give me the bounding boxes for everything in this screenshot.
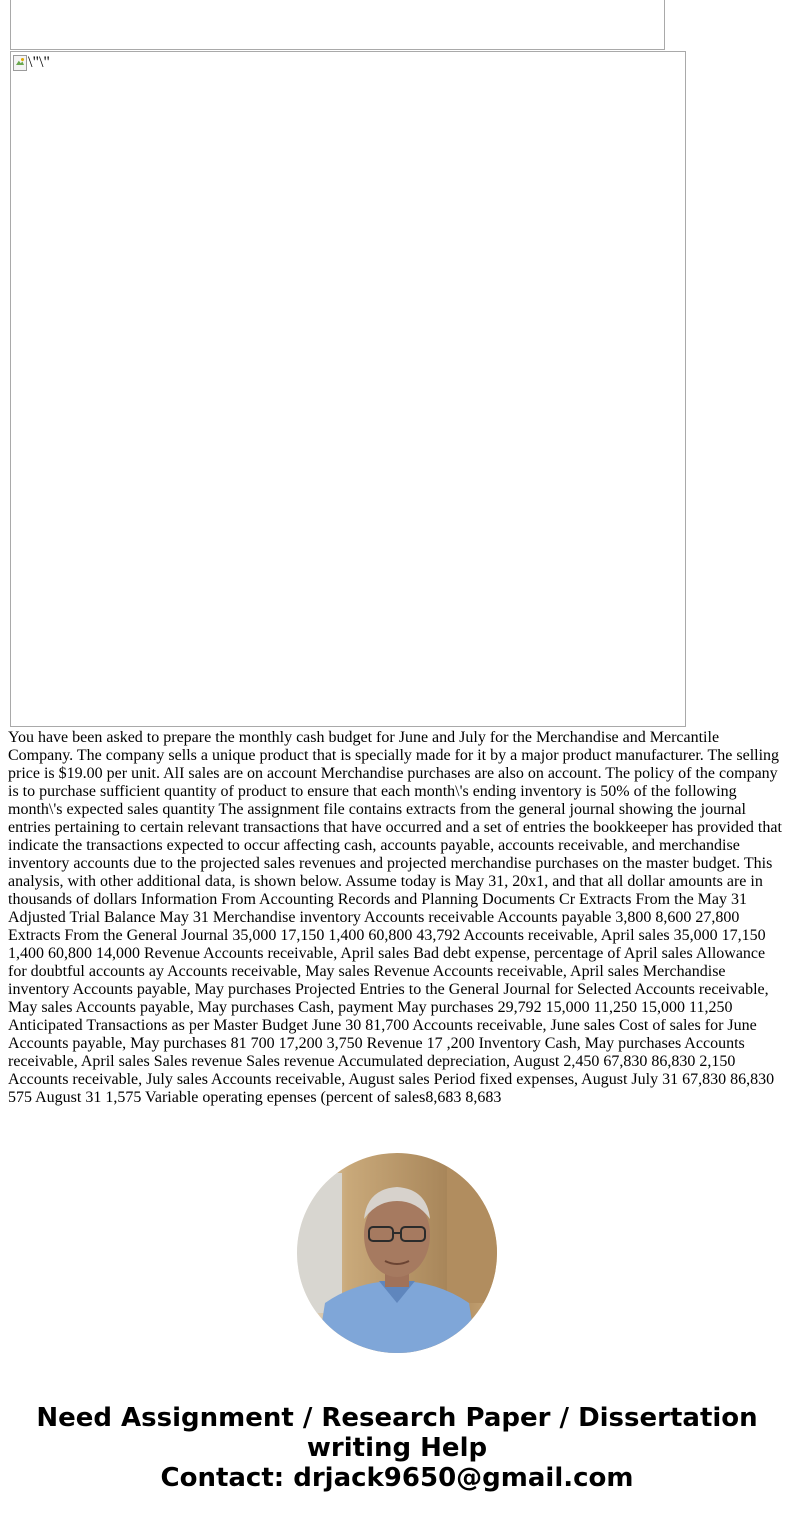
contact-line-1: Need Assignment / Research Paper / Dissertation — [36, 1403, 758, 1433]
contact-line-2: writing Help — [306, 1433, 488, 1463]
broken-image-placeholder — [13, 54, 50, 72]
avatar — [297, 1153, 497, 1353]
contact-banner — [0, 1403, 794, 1493]
tutor-portrait-image — [297, 1153, 497, 1353]
contact-email: Contact: drjack9650@gmail.com — [160, 1463, 634, 1493]
broken-image-alt-text: \"\" — [28, 54, 50, 71]
question-image-frame — [10, 51, 686, 727]
broken-image-icon — [13, 55, 27, 71]
question-text: You have been asked to prepare the monthly cash budget for June and July for the Merchandise and Mercantile Company. The company sells a unique product that is specially made for it by a major product manufacturer. The selling price is $19.00 per unit. AlI sales are on account Merchandise purchases are also on account. The policy of the company is to purchase sufficient quantity of product to ensure that each month\'s ending inventory is 50% of the following month\'s expected sales quantity The assignment file contains extracts from the general journal showing the journal entries pertaining to certain relevant transactions that have occurred and a set of entries the bookkeeper has provided that indicate the transactions expected to occur affecting cash, accounts payable, accounts receivable, and merchandise inventory accounts due to the projected sales revenues and projected merchandise purchases on the master budget. This analysis, with other additional data, is shown below. Assume today is May 31, 20x1, and that all dollar amounts are in thousands of dollars Information From Accounting Records and Planning Documents Cr Extracts From the May 31 Adjusted Trial Balance May 31 Merchandise inventory Accounts receivable Accounts payable 3,800 8,600 27,800 Extracts From the General Journal 35,000 17,150 1,400 60,800 43,792 Accounts receivable, April sales 35,000 17,150 1,400 60,800 14,000 Revenue Accounts receivable, April sales Bad debt expense, percentage of April sales Allowance for doubtful accounts ay Accounts receivable, May sales Revenue Accounts receivable, April sales Merchandise inventory Accounts payable, May purchases Projected Entries to the General Journal for Selected Accounts receivable, May sales Accounts payable, May purchases Cash, payment May purchases 29,792 15,000 11,250 15,000 11,250 Anticipated Transactions as per Master Budget June 30 81,700 Accounts receivable, June sales Cost of sales for June Accounts payable, May purchases 81 700 17,200 3,750 Revenue 17 ,200 Inventory Cash, May purchases Accounts receivable, April sales Sales revenue Sales revenue Accumulated depreciation, August 2,450 67,830 86,830 2,150 Accounts receivable, July sales Accounts receivable, August sales Period fixed expenses, August July 31 67,830 86,830 575 August 31 1,575 Variable operating epenses (percent of sales8,683 8,683 — [8, 729, 782, 1106]
top-image-frame — [10, 0, 665, 50]
